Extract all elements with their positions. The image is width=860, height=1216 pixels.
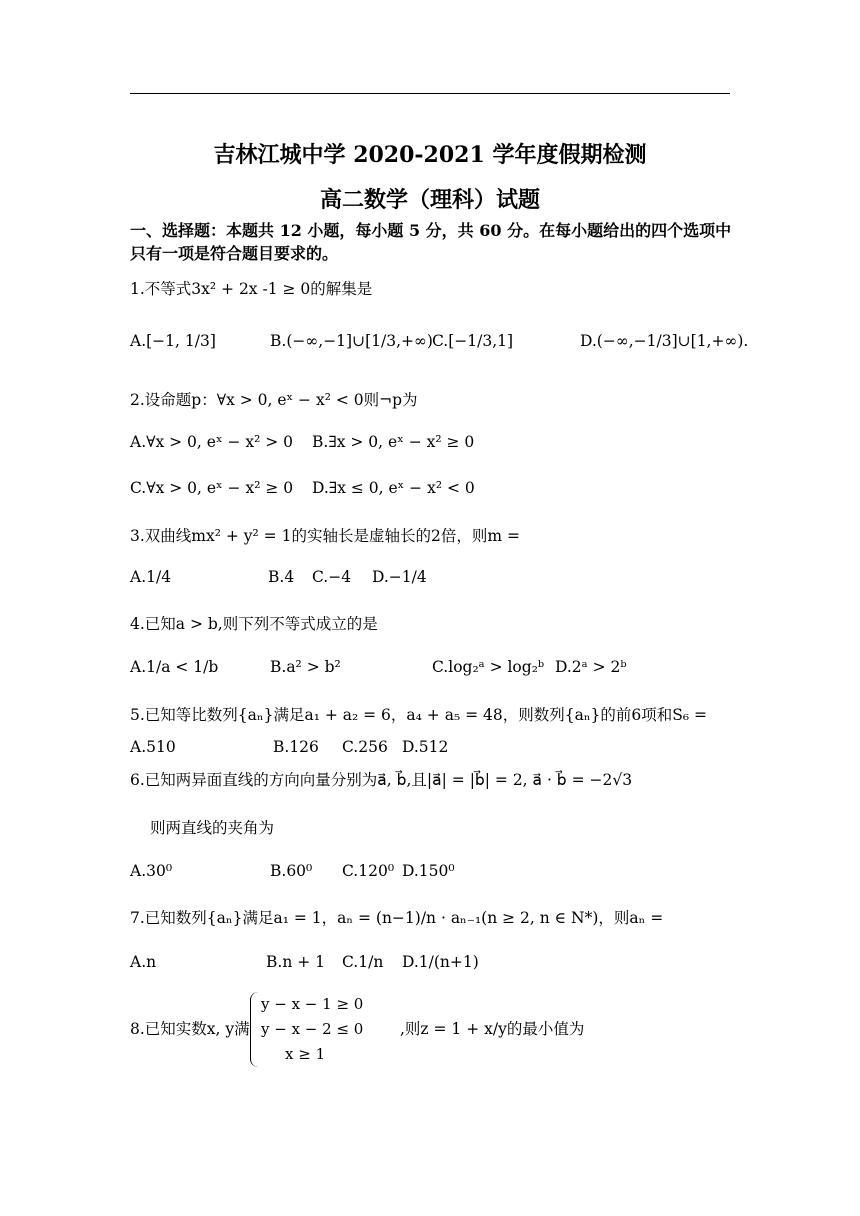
q3-option-b: B.4 <box>268 568 295 586</box>
q1-option-c: C.[−1/3,1] <box>432 332 514 350</box>
q6-stem: 6.已知两异面直线的方向向量分别为a⃗, b⃗,且|a⃗| = |b⃗| = 2, a⃗ · b⃗ = −2√3 <box>130 771 633 789</box>
q8-constraint-system <box>250 992 363 1067</box>
q8-stem-suffix: ,则z = 1 + x/y的最小值为 <box>400 1020 585 1038</box>
q7-option-d: D.1/(n+1) <box>402 953 479 971</box>
q2-stem: 2.设命题p：∀x > 0, eˣ − x² < 0则¬p为 <box>130 391 418 409</box>
top-rule <box>130 93 730 94</box>
q7-option-a: A.n <box>130 953 157 971</box>
q1-option-d: D.(−∞,−1/3]∪[1,+∞). <box>580 332 749 350</box>
q2-option-d: D.∃x ≤ 0, eˣ − x² < 0 <box>312 479 475 497</box>
section-heading: 一、选择题：本题共 12 小题，每小题 5 分，共 60 分。在每小题给出的四个选项中只有一项是符合题目要求的。 <box>130 221 732 263</box>
exam-subtitle: 高二数学（理科）试题 <box>319 187 540 213</box>
q2-option-b: B.∃x > 0, eˣ − x² ≥ 0 <box>312 433 475 451</box>
q7-option-b: B.n + 1 <box>266 953 326 971</box>
q3-option-d: D.−1/4 <box>372 568 427 586</box>
q7-stem: 7.已知数列{aₙ}满足a₁ = 1，aₙ = (n−1)/n · aₙ₋₁(n ≥ 2, n ∈ N*)，则aₙ = <box>130 909 664 927</box>
q4-option-b: B.a² > b² <box>270 658 341 676</box>
q3-option-c: C.−4 <box>312 568 352 586</box>
q1-option-a: A.[−1, 1/3] <box>130 332 216 350</box>
q5-option-c: C.256 <box>342 738 388 756</box>
q3-option-a: A.1/4 <box>130 568 172 586</box>
q3-stem: 3.双曲线mx² + y² = 1的实轴长是虚轴长的2倍，则m = <box>130 527 520 545</box>
q6-option-d: D.150⁰ <box>402 862 455 880</box>
q6-option-c: C.120⁰ <box>342 862 395 880</box>
q2-option-c: C.∀x > 0, eˣ − x² ≥ 0 <box>130 479 294 497</box>
q8-constraint-3: x ≥ 1 <box>285 1045 326 1063</box>
q4-option-d: D.2ᵃ > 2ᵇ <box>555 658 627 676</box>
q1-option-b: B.(−∞,−1]∪[1/3,+∞) <box>270 332 433 350</box>
q2-option-a: A.∀x > 0, eˣ − x² > 0 <box>130 433 294 451</box>
q5-stem: 5.已知等比数列{aₙ}满足a₁ + a₂ = 6，a₄ + a₅ = 48，则数列{aₙ}的前6项和S₆ = <box>130 706 708 724</box>
q8-stem-prefix: 8.已知实数x, y满 <box>130 1020 250 1038</box>
q8-constraint-1: y − x − 1 ≥ 0 <box>261 995 364 1013</box>
q1-stem: 1.不等式3x² + 2x -1 ≥ 0的解集是 <box>130 280 373 298</box>
q5-option-a: A.510 <box>130 738 176 756</box>
q6-stem-continued: 则两直线的夹角为 <box>150 819 275 837</box>
q7-option-c: C.1/n <box>342 953 384 971</box>
q4-option-a: A.1/a < 1/b <box>130 658 219 676</box>
q5-option-d: D.512 <box>402 738 449 756</box>
q6-option-b: B.60⁰ <box>270 862 313 880</box>
q5-option-b: B.126 <box>273 738 319 756</box>
q4-option-c: C.log₂ᵃ > log₂ᵇ <box>432 658 545 676</box>
exam-title: 吉林江城中学 2020-2021 学年度假期检测 <box>213 142 647 168</box>
q6-option-a: A.30⁰ <box>130 862 173 880</box>
q4-stem: 4.已知a > b,则下列不等式成立的是 <box>130 615 378 633</box>
q8-constraint-2: y − x − 2 ≤ 0 <box>261 1020 364 1038</box>
